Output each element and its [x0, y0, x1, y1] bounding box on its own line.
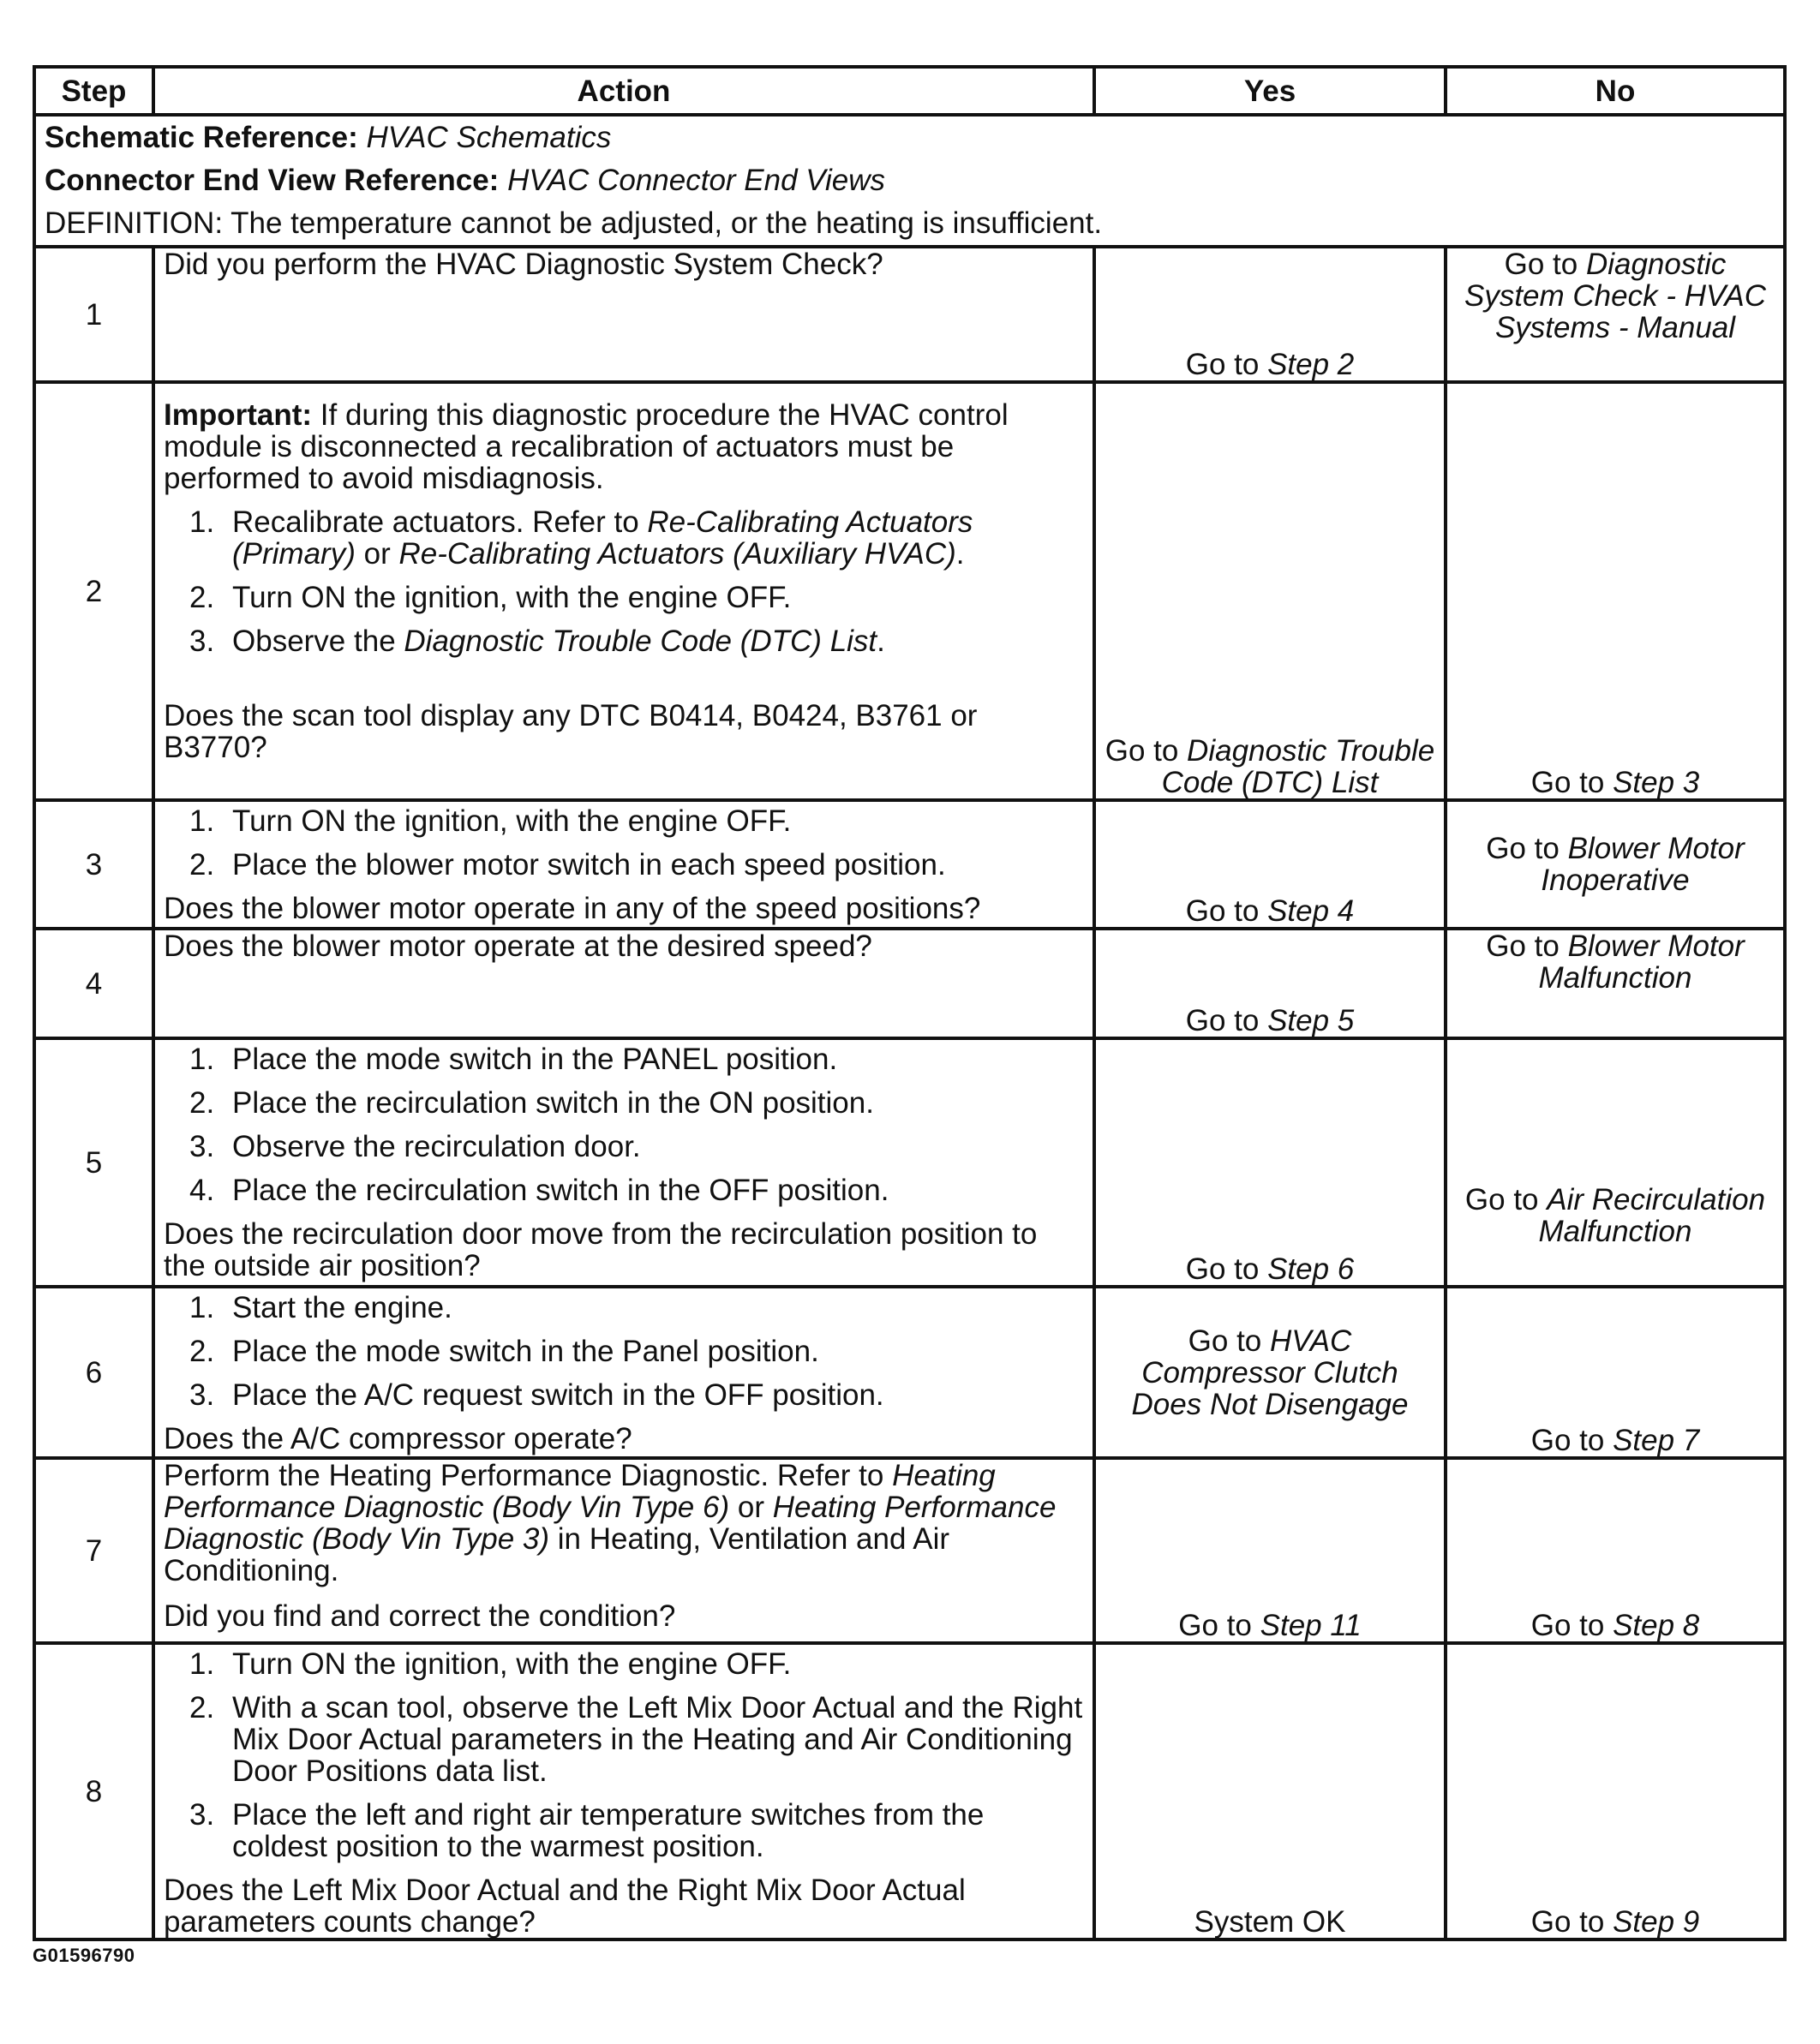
item-text: or: [729, 1491, 773, 1524]
no-ref: Step 8: [1613, 1609, 1700, 1642]
list-item: [164, 1174, 1084, 1206]
important-note: [164, 399, 1084, 494]
item-text: Observe the: [232, 625, 404, 658]
header-step: Step: [34, 67, 153, 115]
schematic-label: Schematic Reference:: [45, 121, 358, 154]
definition: DEFINITION: The temperature cannot be adjusted, or the heating is insufficient.: [45, 206, 1103, 240]
no-cell: [1446, 1458, 1785, 1643]
header-yes: Yes: [1094, 67, 1446, 115]
item-ref: Heating Performance Diagnostic (Body Vin Type 3): [164, 1491, 1057, 1556]
important-text: If during this diagnostic procedure the HVAC control module is disconnected a recalibration of actuators must be performed to avoid misdiagnosis.: [164, 398, 1009, 495]
yes-ref: Step 4: [1267, 894, 1355, 928]
action-cell: [153, 800, 1094, 929]
item-text: Place the left and right air temperature switches from the coldest position to the warmest position.: [232, 1798, 985, 1863]
figure-id: G01596790: [33, 1945, 135, 1966]
no-prefix: Go to: [1486, 929, 1568, 963]
item-text: Turn ON the ignition, with the engine OFF.: [232, 1647, 792, 1681]
header-action: Action: [153, 67, 1094, 115]
action-cell: [153, 1287, 1094, 1458]
no-prefix: Go to: [1486, 832, 1568, 865]
item-number: 4.: [189, 1174, 215, 1207]
item-text: in Heating, Ventilation and Air Conditioning.: [164, 1522, 950, 1587]
no-ref: Blower Motor Malfunction: [1538, 929, 1745, 995]
list-item: [164, 1043, 1084, 1075]
item-number: 3.: [189, 1798, 215, 1832]
question: Does the Left Mix Door Actual and the Right Mix Door Actual parameters counts change?: [164, 1874, 966, 1939]
no-prefix: Go to: [1464, 1183, 1548, 1216]
no-prefix: Go to: [1530, 766, 1613, 799]
item-text: or: [355, 537, 399, 571]
no-ref: Blower Motor Inoperative: [1541, 832, 1745, 897]
item-number: 1.: [189, 1647, 215, 1681]
connector-reference: [45, 159, 1775, 202]
item-number: 1.: [189, 1291, 215, 1324]
list-item: [164, 1087, 1084, 1119]
item-number: 2.: [189, 848, 215, 882]
question: Does the blower motor operate at the desired speed?: [164, 929, 872, 963]
item-ref: Heating Performance Diagnostic (Body Vin Type 6): [164, 1459, 996, 1524]
schematic-reference: [45, 117, 1775, 159]
no-ref: Step 9: [1613, 1905, 1700, 1939]
yes-prefix: Go to: [1185, 348, 1268, 381]
no-cell: [1446, 1643, 1785, 1939]
yes-prefix: Go to: [1105, 734, 1188, 768]
step-number: 3: [34, 800, 153, 929]
yes-cell: [1094, 1458, 1446, 1643]
list-item: [164, 1336, 1084, 1367]
list-item: [164, 1692, 1084, 1787]
header-row: [34, 67, 1785, 115]
yes-prefix: Go to: [1178, 1609, 1260, 1642]
item-text: Place the mode switch in the PANEL position.: [232, 1043, 838, 1076]
header-no: No: [1446, 67, 1785, 115]
table-row: [34, 1287, 1785, 1458]
yes-ref: Step 6: [1267, 1252, 1355, 1286]
question: Does the A/C compressor operate?: [164, 1422, 632, 1455]
item-text: Recalibrate actuators. Refer to: [232, 505, 648, 539]
yes-cell: [1094, 1287, 1446, 1458]
yes-prefix: Go to: [1185, 1252, 1268, 1286]
step-number: 8: [34, 1643, 153, 1939]
step-list: [164, 1043, 1084, 1206]
item-number: 3.: [189, 1130, 215, 1163]
step-number: 7: [34, 1458, 153, 1643]
step-number: 1: [34, 247, 153, 382]
yes-cell: System OK: [1094, 1643, 1446, 1939]
no-ref: Step 3: [1613, 766, 1700, 799]
action-cell: [153, 929, 1094, 1038]
list-item: [164, 1648, 1084, 1680]
item-text: Place the mode switch in the Panel position.: [232, 1335, 819, 1368]
item-number: 2.: [189, 1691, 215, 1724]
item-text: Turn ON the ignition, with the engine OFF.: [232, 581, 792, 614]
list-item: [164, 805, 1084, 837]
item-text: Observe the recirculation door.: [232, 1130, 641, 1163]
step-list: [164, 506, 1084, 657]
yes-cell: [1094, 800, 1446, 929]
step-list: [164, 805, 1084, 881]
yes-cell: [1094, 1038, 1446, 1287]
item-number: 1.: [189, 1043, 215, 1076]
diagnostic-table: [33, 65, 1787, 1941]
procedure-text: [164, 1460, 1084, 1587]
question: Does the scan tool display any DTC B0414, B0424, B3761 or B3770?: [164, 699, 978, 764]
action-cell: [153, 382, 1094, 800]
list-item: [164, 625, 1084, 657]
yes-ref: Step 11: [1260, 1609, 1362, 1642]
table-row: [34, 247, 1785, 382]
list-item: [164, 849, 1084, 881]
list-item: [164, 1131, 1084, 1162]
connector-label: Connector End View Reference:: [45, 164, 500, 197]
item-number: 1.: [189, 804, 215, 838]
table-row: [34, 1458, 1785, 1643]
no-cell: [1446, 929, 1785, 1038]
list-item: [164, 1292, 1084, 1324]
yes-prefix: Go to: [1185, 1004, 1268, 1037]
item-text: .: [877, 625, 885, 658]
info-cell: [34, 115, 1785, 247]
list-item: [164, 1799, 1084, 1862]
item-text: Place the blower motor switch in each speed position.: [232, 848, 946, 882]
no-cell: [1446, 382, 1785, 800]
question: Does the blower motor operate in any of the speed positions?: [164, 892, 981, 925]
item-number: 1.: [189, 505, 215, 539]
item-ref: Re-Calibrating Actuators (Primary): [232, 505, 973, 571]
question: Did you perform the HVAC Diagnostic System Check?: [164, 248, 883, 281]
table-row: [34, 1038, 1785, 1287]
item-number: 2.: [189, 1335, 215, 1368]
no-cell: [1446, 247, 1785, 382]
step-number: 4: [34, 929, 153, 1038]
item-ref: Re-Calibrating Actuators (Auxiliary HVAC): [398, 537, 956, 571]
item-text: Place the recirculation switch in the OFF position.: [232, 1174, 889, 1207]
table-row: [34, 382, 1785, 800]
no-prefix: Go to: [1530, 1905, 1613, 1939]
step-list: [164, 1648, 1084, 1862]
action-cell: [153, 1643, 1094, 1939]
item-number: 3.: [189, 1378, 215, 1412]
connector-value: HVAC Connector End Views: [507, 164, 886, 197]
info-row: [34, 115, 1785, 247]
step-list: [164, 1292, 1084, 1411]
diagnostic-document: [33, 65, 1783, 1941]
item-number: 3.: [189, 625, 215, 658]
step-number: 5: [34, 1038, 153, 1287]
yes-prefix: Go to: [1188, 1324, 1270, 1358]
item-number: 2.: [189, 1086, 215, 1120]
item-text: Place the recirculation switch in the ON position.: [232, 1086, 874, 1120]
step-number: 6: [34, 1287, 153, 1458]
yes-cell: [1094, 929, 1446, 1038]
item-text: Perform the Heating Performance Diagnostic. Refer to: [164, 1459, 893, 1492]
no-prefix: Go to: [1530, 1424, 1613, 1457]
list-item: [164, 1379, 1084, 1411]
no-cell: [1446, 1038, 1785, 1287]
table-row: [34, 800, 1785, 929]
no-cell: [1446, 800, 1785, 929]
list-item: [164, 582, 1084, 613]
question: Does the recirculation door move from the recirculation position to the outside air position?: [164, 1217, 1038, 1282]
item-number: 2.: [189, 581, 215, 614]
yes-cell: [1094, 382, 1446, 800]
step-number: 2: [34, 382, 153, 800]
item-ref: Diagnostic Trouble Code (DTC) List: [404, 625, 877, 658]
item-text: Place the A/C request switch in the OFF position.: [232, 1378, 884, 1412]
no-ref: Diagnostic System Check - HVAC Systems - Manual: [1464, 248, 1767, 344]
action-cell: [153, 247, 1094, 382]
list-item: [164, 506, 1084, 570]
yes-cell: [1094, 247, 1446, 382]
no-cell: [1446, 1287, 1785, 1458]
item-text: With a scan tool, observe the Left Mix Door Actual and the Right Mix Door Actual parameters in the Heating and Air Conditioning Door Positions data list.: [232, 1691, 1083, 1788]
yes-prefix: Go to: [1185, 894, 1268, 928]
yes-ref: Step 5: [1267, 1004, 1355, 1037]
no-prefix: Go to: [1530, 1609, 1613, 1642]
schematic-value: HVAC Schematics: [366, 121, 612, 154]
yes-ref: Diagnostic Trouble Code (DTC) List: [1161, 734, 1435, 799]
important-label: Important:: [164, 398, 313, 432]
question: Did you find and correct the condition?: [164, 1599, 676, 1633]
item-text: Start the engine.: [232, 1291, 452, 1324]
no-ref: Step 7: [1613, 1424, 1700, 1457]
action-cell: [153, 1038, 1094, 1287]
no-ref: Air Recirculation Malfunction: [1538, 1183, 1766, 1248]
yes-ref: Step 2: [1267, 348, 1355, 381]
no-prefix: Go to: [1504, 248, 1586, 281]
action-cell: [153, 1458, 1094, 1643]
table-row: [34, 1643, 1785, 1939]
yes-ref: HVAC Compressor Clutch Does Not Disengage: [1131, 1324, 1409, 1421]
table-row: [34, 929, 1785, 1038]
item-text: .: [955, 537, 965, 571]
item-text: Turn ON the ignition, with the engine OFF.: [232, 804, 792, 838]
